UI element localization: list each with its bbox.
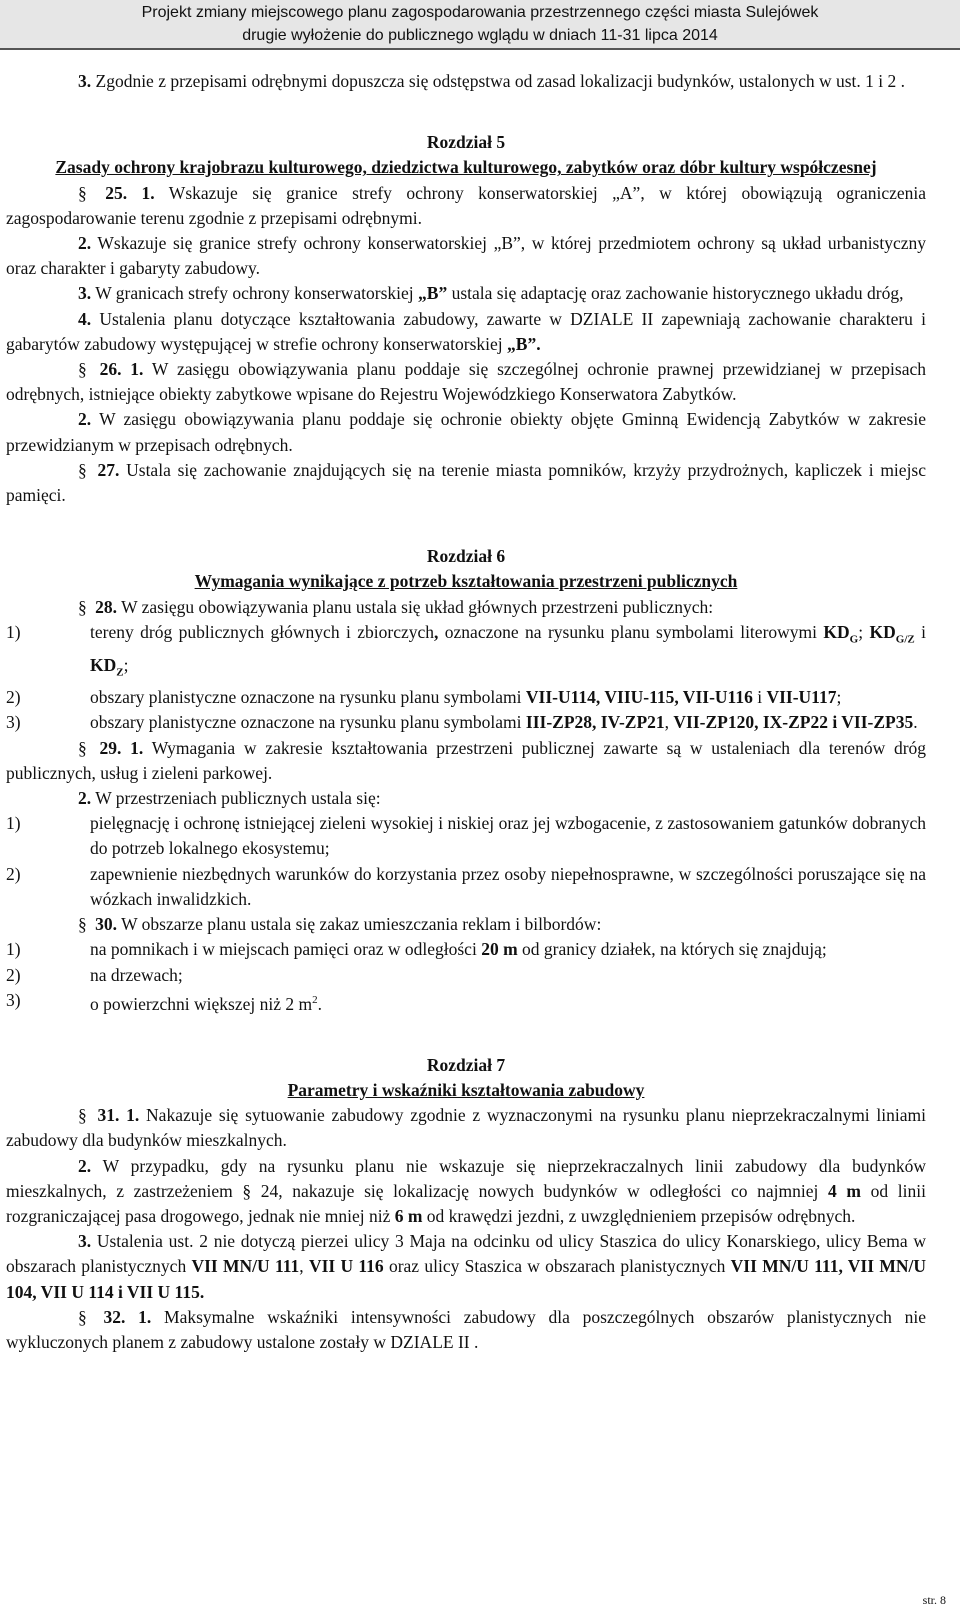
list-item: 3) obszary planistyczne oznaczone na rysunku planu symbolami III-ZP28, IV-ZP21, VII-ZP120, IX-ZP22 i VII-ZP35. (6, 712, 918, 733)
chapter-7-heading: Rozdział 7 Parametry i wskaźniki kształtowania zabudowy (6, 1053, 926, 1103)
section-28: § 28. W zasięgu obowiązywania planu ustala się układ głównych przestrzeni publicznych: (78, 596, 714, 617)
section-31-3: 3. Ustalenia ust. 2 nie dotyczą pierzei ulicy 3 Maja na odcinku od ulicy Staszica do ulicy Konarskiego, ulicy Bema w obszarach planistycznych VII MN/U 111, VII U 116 oraz ulicy Staszica w obszarach planistycznych VII MN/U 111, VII MN/U 104, VII U 114 i VII U 115. (6, 1231, 926, 1302)
header-subtitle: drugie wyłożenie do publicznego wglądu w dniach 11-31 lipca 2014 (242, 27, 718, 44)
section-27: § 27. Ustala się zachowanie znajdujących się na terenie miasta pomników, krzyży przydrożnych, kapliczek i miejsc pamięci. (6, 459, 927, 506)
section-25-3: 3. W granicach strefy ochrony konserwatorskiej „B” ustala się adaptację oraz zachowanie historycznego układu dróg, (78, 283, 904, 304)
list-item: 1) tereny dróg publicznych głównych i zbiorczych, oznaczone na rysunku planu symbolami literowymi $KD_G$; $KD_{G/Z}$ i $KD_Z$; (6, 621, 926, 679)
list-item: 2) obszary planistyczne oznaczone na rysunku planu symbolami VII-U114, VIIU-115, VII-U116 i VII-U117; (6, 687, 842, 708)
chapter-5-heading: Rozdział 5 Zasady ochrony krajobrazu kulturowego, dziedzictwa kulturowego, zabytków oraz dóbr kultury współczesnej (6, 130, 926, 180)
section-25-1: § 25. 1. Wskazuje się granice strefy ochrony konserwatorskiej „A”, w której obowiązują ograniczenia zagospodarowanie terenu zgodnie z przepisami odrębnymi. (6, 182, 927, 228)
section-25-2: 2. Wskazuje się granice strefy ochrony konserwatorskiej „B”, w której przedmiotem ochrony są układ urbanistyczny oraz charakter i gabaryty zabudowy. (6, 233, 927, 279)
list-item: 1) na pomnikach i w miejscach pamięci oraz w odległości 20 m od granicy działek, na których się znajdują; (6, 939, 827, 960)
list-item: 3) o powierzchni większej niż 2 $m^2$. (6, 989, 322, 1014)
section-31-2: 2. W przypadku, gdy na rysunku planu nie wskazuje się nieprzekraczalnych linii zabudowy dla budynków mieszkalnych, z zastrzeżeniem § 24, nakazuje się lokalizację nowych budynków w odległości co najmniej 4 m od linii rozgraniczającej pasa drogowego, jednak nie mniej niż 6 m od krawędzi jezdni, z uwzględnieniem przepisów odrębnych. (6, 1155, 926, 1226)
chapter-6-heading: Rozdział 6 Wymagania wynikające z potrzeb kształtowania przestrzeni publicznych (6, 544, 926, 594)
list-item: 2) zapewnienie niezbędnych warunków do korzystania przez osoby niepełnosprawne, w szczególności poruszające się na wózkach inwalidzkich. (6, 863, 926, 909)
document-header (0, 0, 960, 50)
chapter-6-title: Wymagania wynikające z potrzeb kształtowania przestrzeni publicznych (194, 571, 738, 592)
document-body (6, 69, 926, 1355)
section-26-1: § 26. 1. W zasięgu obowiązywania planu poddaje się szczególnej ochronie prawnej przewidzianej w przepisach odrębnych, istniejące obiekty zabytkowe wpisane do Rejestru Wojewódzkiego Konserwatora Zabytków. (6, 359, 927, 405)
section-26-2: 2. W zasięgu obowiązywania planu poddaje się ochronie obiekty objęte Gminną Ewidencją Zabytków w zakresie przewidzianym w przepisach odrębnych. (6, 409, 927, 455)
list-item: 2) na drzewach; (6, 964, 183, 985)
section-32-1: § 32. 1. Maksymalne wskaźniki intensywności zabudowy dla poszczególnych obszarów planistycznych nie wykluczonych planem z zabudowy ustalone zostały w DZIALE II . (6, 1306, 927, 1352)
chapter-7-title: Parametry i wskaźniki kształtowania zabudowy (287, 1079, 645, 1100)
section-25-4: 4. Ustalenia planu dotyczące kształtowania zabudowy, zawarte w DZIALE II zapewniają zachowanie charakteru i gabarytów zabudowy występującej w strefie ochrony konserwatorskiej „B”. (6, 308, 927, 354)
header-title: Projekt zmiany miejscowego planu zagospodarowania przestrzennego części miasta Sulejówek (141, 4, 819, 21)
section-29-1: § 29. 1. Wymagania w zakresie kształtowania przestrzeni publicznej zawarte są w ustaleniach dla terenów dróg publicznych, usług i zieleni parkowej. (6, 737, 927, 783)
list-item: 1) pielęgnację i ochronę istniejącej zieleni wysokiej i niskiej oraz jej wzbogacenie, z zastosowaniem gatunków dobranych do potrzeb lokalnego ekosystemu; (6, 813, 926, 859)
page-number: str. 8 (922, 1593, 946, 1607)
section-29-2: 2. W przestrzeniach publicznych ustala się: (78, 788, 381, 809)
chapter-5-title: Zasady ochrony krajobrazu kulturowego, dziedzictwa kulturowego, zabytków oraz dóbr kultury współczesnej (55, 157, 877, 178)
section-30: § 30. W obszarze planu ustala się zakaz umieszczania reklam i bilbordów: (78, 914, 602, 935)
section-31-1: § 31. 1. Nakazuje się sytuowanie zabudowy zgodnie z wyznaczonymi na rysunku planu nieprzekraczalnymi liniami zabudowy dla budynków mieszkalnych. (6, 1105, 927, 1151)
paragraph-3-top: 3. Zgodnie z przepisami odrębnymi dopuszcza się odstępstwa od zasad lokalizacji budynków, ustalonych w ust. 1 i 2 . (78, 71, 906, 91)
